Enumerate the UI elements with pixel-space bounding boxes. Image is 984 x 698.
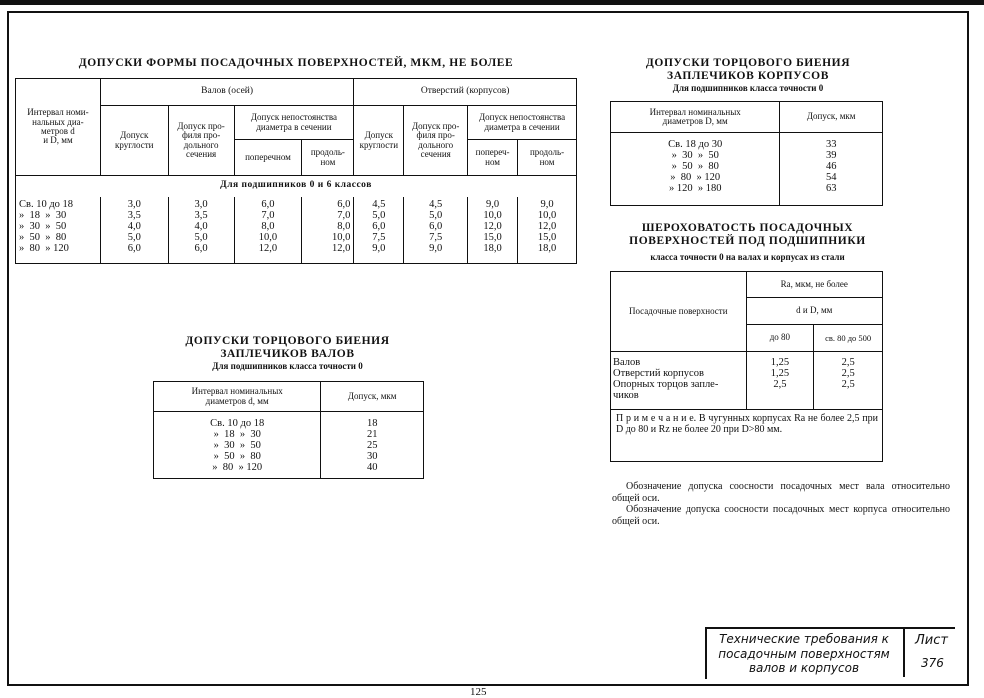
roughness-over80-values: 2,5 2,5 2,5 bbox=[814, 352, 883, 410]
col-interval-header: Интервал номи- нальных диа- метров d и D, мм bbox=[16, 79, 101, 176]
runout-housings-table bbox=[610, 101, 883, 206]
shaft-long-values: 6,0 7,0 8,0 10,0 12,0 bbox=[302, 197, 354, 264]
runout-shafts-table bbox=[153, 381, 424, 479]
runout-shafts-subtitle: Для подшипников класса точности 0 bbox=[212, 361, 363, 371]
runout-housings-values: 33 39 46 54 63 bbox=[780, 133, 883, 206]
roughness-title: ШЕРОХОВАТОСТЬ ПОСАДОЧНЫХ ПОВЕРХНОСТЕЙ ПОД ПОДШИПНИКИ bbox=[629, 222, 866, 248]
hole-long-values: 9,0 10,0 12,0 15,0 18,0 bbox=[518, 197, 577, 264]
group-shafts-header: Валов (осей) bbox=[100, 79, 353, 106]
roughness-col-dd: d и D, мм bbox=[746, 298, 882, 325]
col-roundness-shafts: Допуск круглости bbox=[100, 106, 168, 176]
sheet-label: Лист bbox=[915, 633, 948, 648]
col-nonconst-holes: Допуск непостоянства диаметра в сечении bbox=[468, 106, 577, 140]
runout-shafts-title: ДОПУСКИ ТОРЦОВОГО БИЕНИЯ ЗАПЛЕЧИКОВ ВАЛОВ bbox=[185, 335, 390, 361]
shaft-cross-values: 6,0 7,0 8,0 10,0 12,0 bbox=[234, 197, 302, 264]
title-block bbox=[705, 627, 955, 679]
roughness-subtitle: класса точности 0 на валах и корпусах из стали bbox=[650, 252, 845, 262]
group-holes-header: Отверстий (корпусов) bbox=[354, 79, 577, 106]
runout-housings-intervals: Св. 18 до 30 » 30 » 50 » 50 » 80 » 80 » 120 » 120 » 180 bbox=[611, 133, 780, 206]
roughness-col-80-500: св. 80 до 500 bbox=[814, 325, 883, 352]
shaft-roundness-values: 3,0 3,5 4,0 5,0 6,0 bbox=[100, 197, 168, 264]
runout-shafts-intervals: Св. 10 до 18 » 18 » 30 » 30 » 50 » 50 » 80 » 80 » 120 bbox=[154, 412, 321, 479]
hole-profile-values: 4,5 5,0 6,0 7,5 9,0 bbox=[404, 197, 468, 264]
interval-list: Св. 10 до 18 » 18 » 30 » 30 » 50 » 50 » 80 » 80 » 120 bbox=[16, 197, 101, 264]
col-long-shafts: продоль- ном bbox=[302, 140, 354, 176]
col-long-holes: продоль- ном bbox=[518, 140, 577, 176]
coaxiality-shaft-note: Обозначение допуска соосности посадочных мест вала относительно общей оси. bbox=[612, 481, 950, 504]
col-cross-shafts: поперечном bbox=[234, 140, 302, 176]
runout-shafts-col-interval: Интервал номинальных диаметров d, мм bbox=[154, 382, 321, 412]
runout-shafts-col-tol: Допуск, мкм bbox=[321, 382, 424, 412]
bearing-class-subheader: Для подшипников 0 и 6 классов bbox=[16, 176, 577, 197]
col-roundness-holes: Допуск круглости bbox=[354, 106, 404, 176]
sheet-number: 376 bbox=[921, 656, 944, 670]
roughness-col-to80: до 80 bbox=[746, 325, 814, 352]
title-block-text: Технические требования к посадочным поверхностям валов и корпусов bbox=[718, 632, 890, 676]
roughness-surfaces: Валов Отверстий корпусов Опорных торцов запле- чиков bbox=[611, 352, 747, 410]
col-nonconst-shafts: Допуск непостоянства диаметра в сечении bbox=[234, 106, 354, 140]
roughness-table bbox=[610, 271, 883, 462]
runout-housings-col-tol: Допуск, мкм bbox=[780, 102, 883, 133]
roughness-col-ra: Ra, мкм, не более bbox=[746, 272, 882, 298]
top-border bbox=[0, 0, 984, 5]
col-profile-shafts: Допуск про- филя про- дольного сечения bbox=[168, 106, 234, 176]
roughness-col-surface: Посадочные поверхности bbox=[611, 272, 747, 352]
shaft-profile-values: 3,0 3,5 4,0 5,0 6,0 bbox=[168, 197, 234, 264]
hole-cross-values: 9,0 10,0 12,0 15,0 18,0 bbox=[468, 197, 518, 264]
runout-housings-col-interval: Интервал номинальных диаметров D, мм bbox=[611, 102, 780, 133]
col-profile-holes: Допуск про- филя про- дольного сечения bbox=[404, 106, 468, 176]
form-tolerance-table bbox=[15, 78, 577, 264]
runout-shafts-values: 18 21 25 30 40 bbox=[321, 412, 424, 479]
hole-roundness-values: 4,5 5,0 6,0 7,5 9,0 bbox=[354, 197, 404, 264]
page-number: 125 bbox=[470, 686, 487, 698]
form-table-title: ДОПУСКИ ФОРМЫ ПОСАДОЧНЫХ ПОВЕРХНОСТЕЙ, МКМ, НЕ БОЛЕЕ bbox=[78, 57, 514, 69]
coaxiality-housing-note: Обозначение допуска соосности посадочных мест корпуса относительно общей оси. bbox=[612, 504, 950, 527]
runout-housings-title: ДОПУСКИ ТОРЦОВОГО БИЕНИЯ ЗАПЛЕЧИКОВ КОРПУСОВ bbox=[645, 57, 851, 83]
title-block-divider bbox=[903, 629, 905, 677]
col-cross-holes: попереч- ном bbox=[468, 140, 518, 176]
runout-housings-subtitle: Для подшипников класса точности 0 bbox=[672, 83, 824, 93]
roughness-to80-values: 1,25 1,25 2,5 bbox=[746, 352, 814, 410]
roughness-note: П р и м е ч а н и е. В чугунных корпусах Ra не более 2,5 при D до 80 и Rz не более 20 при D>80 мм. bbox=[611, 410, 883, 462]
